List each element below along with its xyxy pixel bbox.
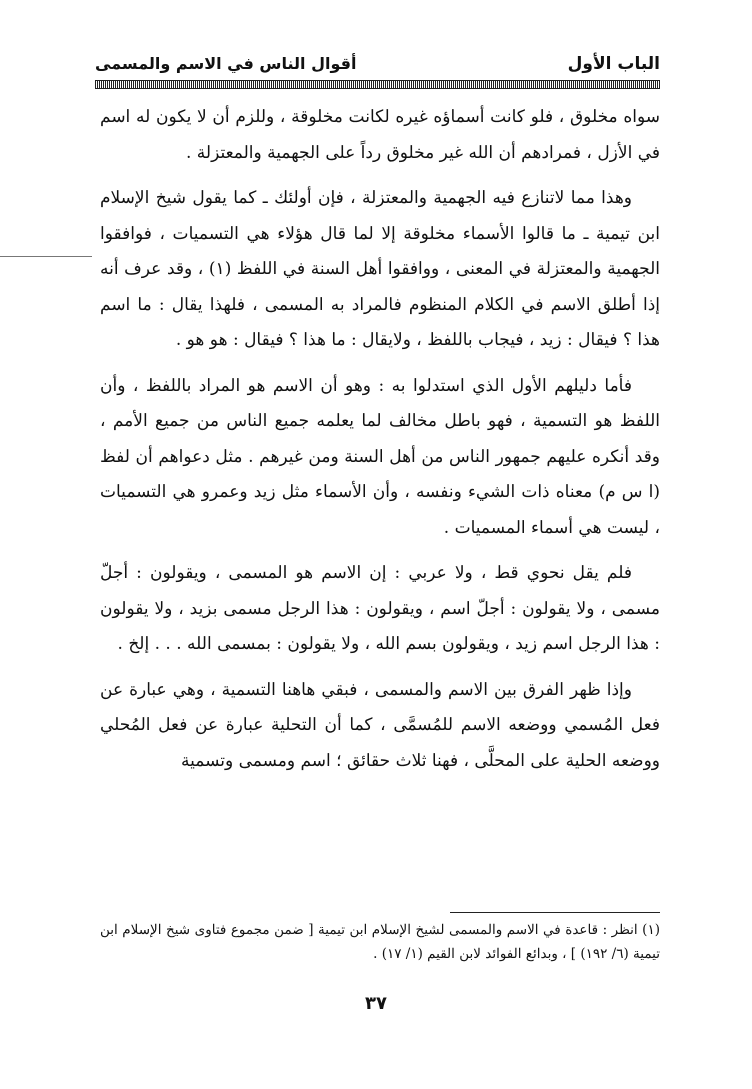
paragraph: وإذا ظهر الفرق بين الاسم والمسمى ، فبقي هاهنا التسمية ، وهي عبارة عن فعل المُسمي ووضعه الاسم للمُسمَّى ، كما أن التحلية عبارة عن فعل المُحلي ووضعه الحلية على المحلَّى ، فهنا ثلاث حقائق ؛ اسم ومسمى وتسمية (100, 679, 660, 771)
section-title: أقوال الناس في الاسم والمسمى (95, 54, 357, 73)
footnote: (١) انظر : قاعدة في الاسم والمسمى لشيخ الإسلام ابن تيمية [ ضمن مجموع فتاوى شيخ الإسلام ابن تيمية (٦/ ١٩٢) ] ، وبدائع الفوائد لابن القيم (١/ ١٧) . (100, 922, 660, 962)
paragraph: فأما دليلهم الأول الذي استدلوا به : وهو أن الاسم هو المراد باللفظ ، وأن اللفظ هو التسمية ، فهو باطل مخالف لما يعلمه جميع الناس من جميع الأمم ، وقد أنكره عليهم جمهور الناس من أهل السنة ومن غيرهم . مثل دعواهم أن لفظ (ا س م) معناه ذات الشيء ونفسه ، وأن الأسماء مثل زيد وعمرو هي التسميات ، ليست هي أسماء المسميات . (100, 375, 660, 538)
body-text (100, 100, 660, 789)
paragraph: سواه مخلوق ، فلو كانت أسماؤه غيره لكانت مخلوقة ، وللزم أن لا يكون له اسم في الأزل ، فمرادهم أن الله غير مخلوق رداً على الجهمية والمعتزلة . (100, 107, 660, 163)
paragraph: فلم يقل نحوي قط ، ولا عربي : إن الاسم هو المسمى ، ويقولون : أجلّ مسمى ، ولا يقولون : أجلّ اسم ، ويقولون : هذا الرجل مسمى بزيد ، ولا يقولون : هذا الرجل اسم زيد ، ويقولون بسم الله ، ولا يقولون : بمسمى الله . . . إلخ . (100, 563, 660, 654)
page-number: ٣٧ (365, 993, 387, 1014)
running-header (95, 50, 660, 78)
margin-mark (0, 256, 92, 257)
header-rule (95, 80, 660, 89)
paragraph: وهذا مما لاتنازع فيه الجهمية والمعتزلة ، فإن أولئك ـ كما يقول شيخ الإسلام ابن تيمية ـ ما قالوا الأسماء مخلوقة إلا لما قال هؤلاء هي التسميات ، فوافقوا الجهمية والمعتزلة في المعنى ، ووافقوا أهل السنة في اللفظ (١) ، وقد عرف أنه إذا أطلق الاسم في الكلام المنظوم فالمراد به المسمى ، فلهذا يقال : ما اسم هذا ؟ فيقال : زيد ، فيجاب باللفظ ، ولايقال : ما هذا ؟ فيقال : هو هو . (100, 188, 660, 350)
footnote-rule (450, 912, 660, 913)
chapter-title: الباب الأول (567, 54, 660, 74)
